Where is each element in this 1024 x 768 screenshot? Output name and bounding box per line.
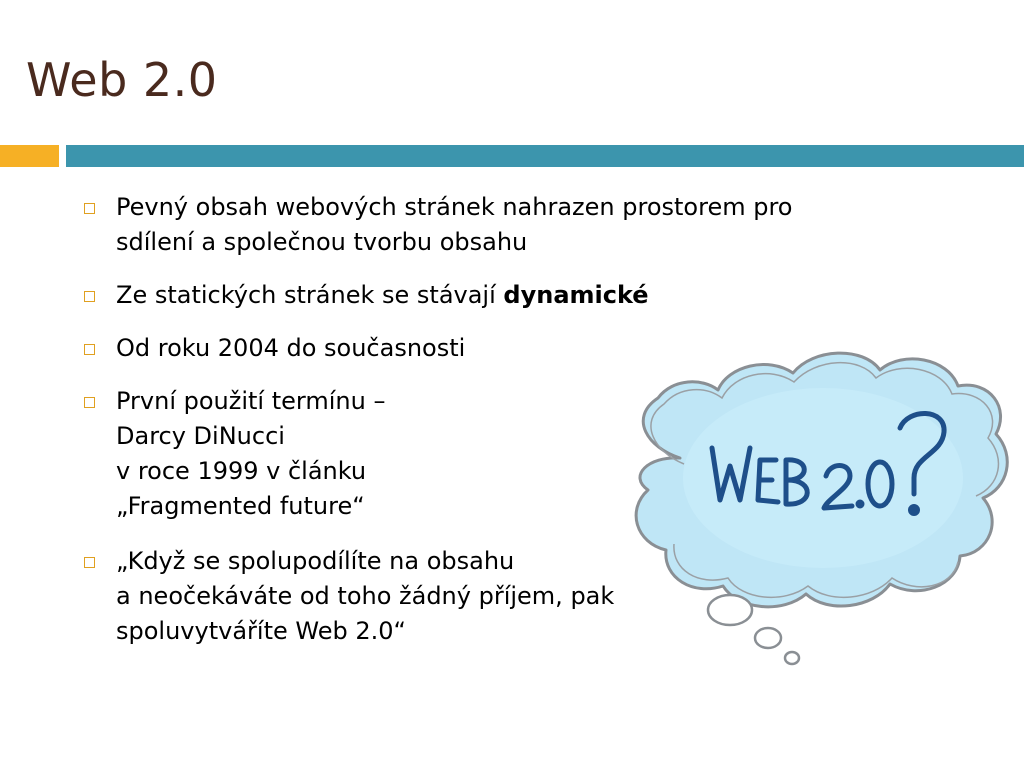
bullet-bold-text: dynamické [503,281,649,309]
bullet-line [116,278,982,313]
bullet-line: Pevný obsah webových stránek nahrazen prostorem pro [116,193,793,221]
bullet-box-icon [84,291,95,302]
bullet-item [82,278,982,313]
slide-title: Web 2.0 [26,53,218,107]
thought-cloud-icon [618,338,1014,668]
bullet-item [82,190,982,260]
bullet-line: Darcy DiNucci [116,422,285,450]
accent-bar-teal [66,145,1024,167]
bullet-line: „Když se spolupodílíte na obsahu [116,547,515,575]
bullet-line: „Fragmented future“ [116,492,365,520]
bullet-text: Ze statických stránek se stávají [116,281,504,309]
bullet-box-icon [84,344,95,355]
bullet-line: a neočekáváte od toho žádný příjem, pak [116,582,615,610]
bullet-box-icon [84,397,95,408]
bullet-line: Od roku 2004 do současnosti [116,334,466,362]
accent-bar-orange [0,145,59,167]
bullet-line: sdílení a společnou tvorbu obsahu [116,228,528,256]
bullet-line: První použití termínu – [116,387,386,415]
bullet-box-icon [84,557,95,568]
bullet-line: spoluvytváříte Web 2.0“ [116,617,406,645]
bullet-box-icon [84,203,95,214]
bullet-line: v roce 1999 v článku [116,457,367,485]
